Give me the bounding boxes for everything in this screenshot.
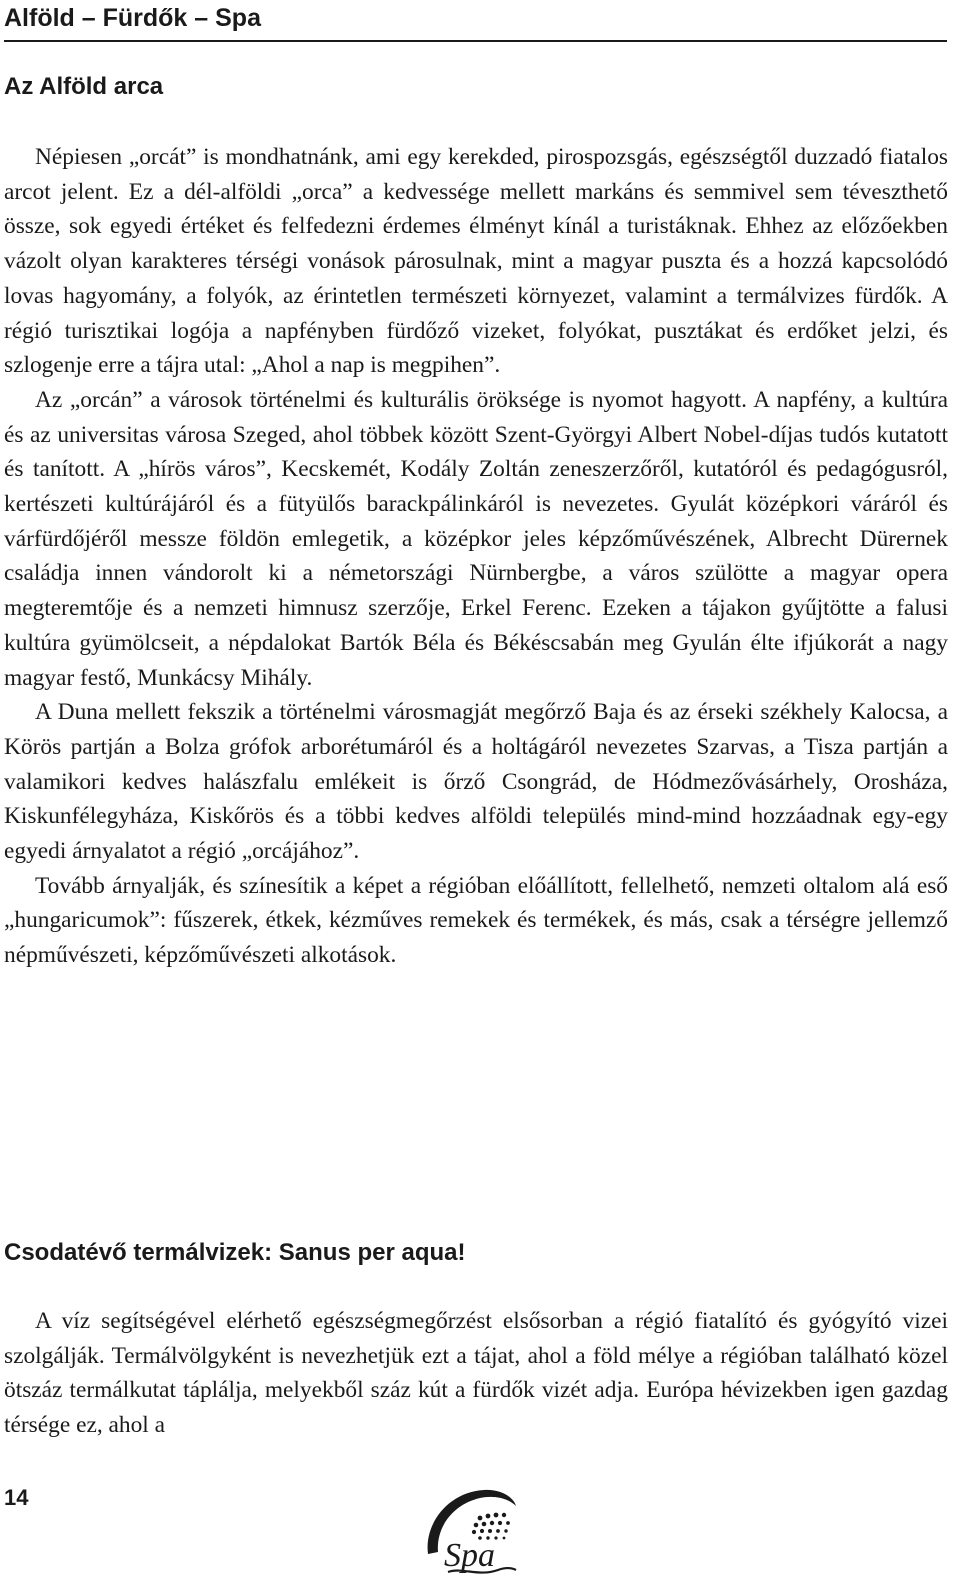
header-rule (4, 40, 947, 42)
logo-script-text: Spa (444, 1537, 495, 1574)
logo-top-text: ALFÖLD (418, 1484, 457, 1534)
section-title-alfold-arca: Az Alföld arca (4, 73, 164, 100)
running-header: Alföld – Fürdők – Spa (4, 4, 261, 32)
alfold-spa-logo-icon (418, 1484, 518, 1580)
paragraph: A víz segítségével elérhető egészségmegőrzést elsősorban a régió fiatalító és gyógyító vizei szolgálják. Termálvölgyként is nevezhetjük ezt a tájat, ahol a föld mélye a régióban található közel ötszáz termálkutat táplálja, melyekből száz kút a fürdők vizét adja. Európa hévizekben igen gazdag térsége ez, ahol a (4, 1308, 948, 1439)
section-title-termalvizek: Csodatévő termálvizek: Sanus per aqua! (4, 1239, 466, 1266)
paragraph: Népiesen „orcát” is mondhatnánk, ami egy kerekded, pirospozsgás, egészségtől duzzadó fiatalos arcot jelent. Ez a dél-alföldi „orca” a kedvessége mellett markáns és semmivel sem téveszthető össze, sok egyedi értéket és felfedezni érdemes élményt kínál a turistáknak. Ehhez az előzőekben vázolt olyan karakteres térségi vonások párosulnak, mint a magyar puszta és a hozzá kapcsolódó lovas hagyomány, a folyók, az érintetlen természeti környezet, valamint a termálvizes fürdők. A régió turisztikai logója a napfényben fürdőző vizeket, folyókat, pusztákat és erdőket jelzi, és szlogenje erre a tájra utal: „Ahol a nap is megpihen”. (4, 144, 948, 379)
paragraph: Tovább árnyalják, és színesítik a képet a régióban előállított, fellelhető, nemzeti oltalom alá eső „hungaricumok”: fűszerek, étkek, kézműves remekek és termékek, és más, csak a térségre jellemző népművészeti, képzőművészeti alkotások. (4, 872, 948, 969)
section-body-alfold-arca (4, 140, 948, 973)
paragraph: A Duna mellett fekszik a történelmi városmagját megőrző Baja és az érseki székhely Kalocsa, a Körös partján a Bolza grófok arborétumáról és a holtágáról nevezetes Szarvas, a Tisza partján a valamikori kedves halászfalu emlékeit is őrző Csongrád, de Hódmezővásárhely, Orosháza, Kiskunfélegyháza, Kiskőrös és a többi kedves alföldi település mind-mind hozzáadnak egy-egy egyedi árnyalatot a régió „orcájához”. (4, 699, 948, 865)
page-number: 14 (4, 1485, 29, 1510)
paragraph: Az „orcán” a városok történelmi és kulturális öröksége is nyomot hagyott. A napfény, a kultúra és az universitas városa Szeged, ahol többek között Szent-Györgyi Albert Nobel-díjas tudós kutatott és tanított. A „hírös város”, Kecskemét, Kodály Zoltán zeneszerzőről, kutatóról és pedagógusról, kertészeti kultúrájáról és a fütyülős barackpálinkáról is nevezetes. Gyulát középkori váráról és várfürdőjéről messze földön emlegetik, a középkor jeles képzőművészének, Albrecht Dürernek családja innen vándorolt ki a németországi Nürnbergbe, a város szülötte a magyar opera megteremtője és a nemzeti himnusz szerzője, Erkel Ferenc. Ezeken a tájakon gyűjtötte a falusi kultúra gyümölcseit, a népdalokat Bartók Béla és Békéscsabán meg Gyulán élte ifjúkorát a nagy magyar festő, Munkácsy Mihály. (4, 386, 948, 691)
section-body-termalvizek (4, 1304, 948, 1443)
